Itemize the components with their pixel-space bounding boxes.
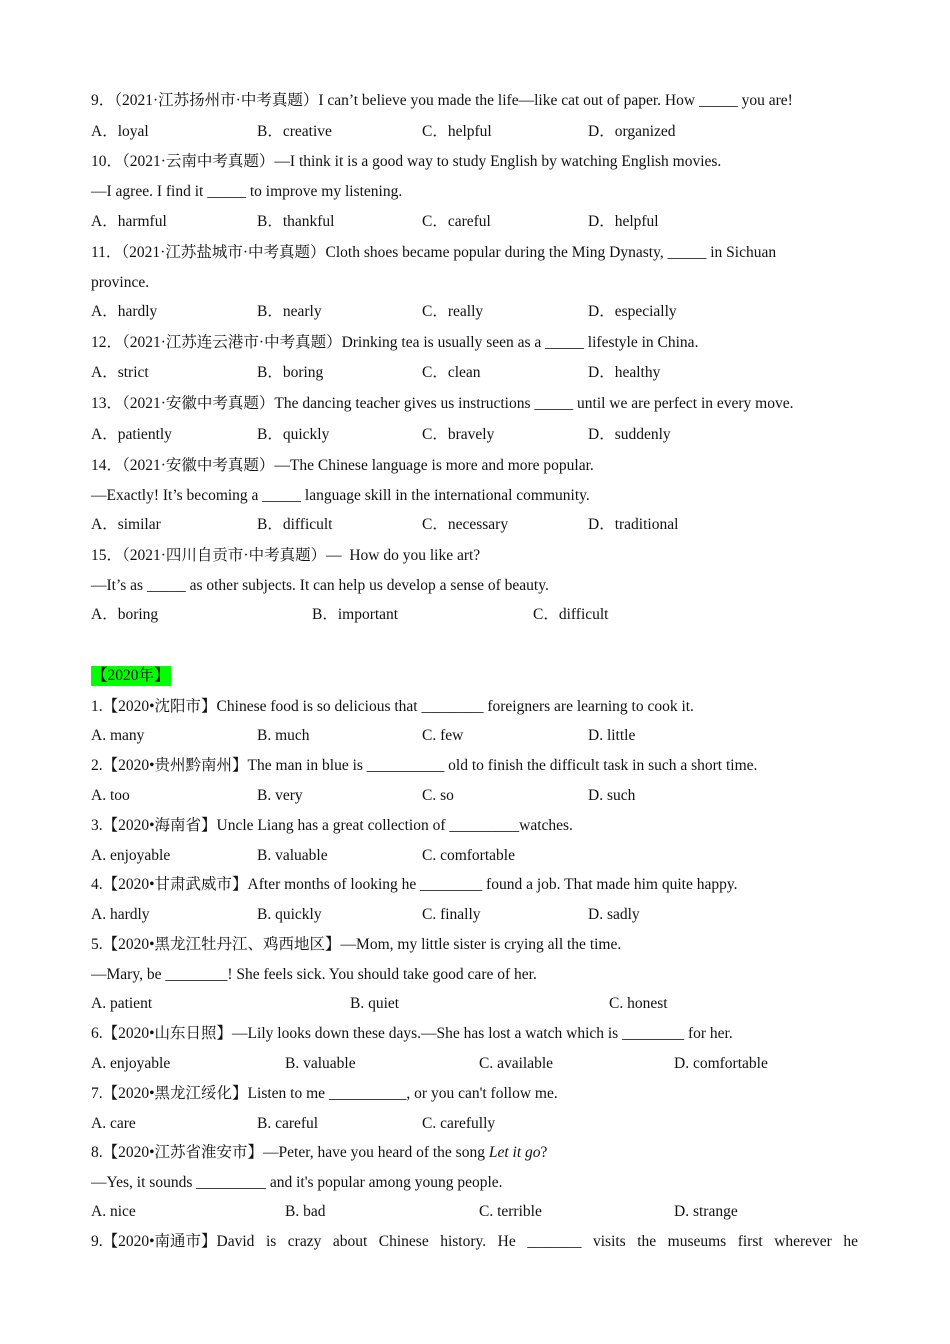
question-2020-4-options [91, 905, 871, 925]
stem-word: museums [667, 1233, 727, 1250]
question-2020-2-options [91, 786, 871, 806]
question-15-reply: —It’s as _____ as other subjects. It can help us develop a sense of beauty. [91, 577, 549, 594]
section-heading-2020: 【2020年】 [92, 667, 170, 684]
option-a: A. care [91, 1115, 136, 1132]
option-d: D. little [588, 727, 636, 744]
question-2020-3-options [91, 846, 871, 866]
option-a: A. nice [91, 1203, 136, 1220]
option-d: D．healthy [588, 364, 661, 381]
question-14-reply: —Exactly! It’s becoming a _____ language skill in the international community. [91, 487, 590, 504]
option-b: B. very [257, 787, 303, 804]
question-9-options [91, 122, 871, 142]
option-b: B. much [257, 727, 310, 744]
question-2020-1-stem: 1.【2020•沈阳市】Chinese food is so delicious that ________ foreigners are learning to cook it. [91, 698, 694, 715]
option-a: A．strict [91, 364, 149, 381]
stem-tail: ? [540, 1144, 548, 1161]
option-d: D．especially [588, 303, 677, 320]
option-b: B. bad [285, 1203, 326, 1220]
option-b: B．difficult [257, 516, 333, 533]
option-b: B. valuable [285, 1055, 356, 1072]
option-c: C. available [479, 1055, 554, 1072]
question-13-stem: 13．（2021·安徽中考真题）The dancing teacher gives us instructions _____ until we are perfect in every move. [91, 395, 794, 412]
option-c: C．necessary [422, 516, 509, 533]
question-2020-4-stem: 4.【2020•甘肃武威市】After months of looking he ________ found a job. That made him quite happy. [91, 876, 738, 893]
option-a: A. patient [91, 995, 153, 1012]
option-a: A. too [91, 787, 130, 804]
option-c: C. comfortable [422, 847, 515, 864]
option-c: C．really [422, 303, 484, 320]
option-d: D．traditional [588, 516, 679, 533]
option-a: A．loyal [91, 123, 149, 140]
stem-word: 9.【2020•南通市】David [91, 1233, 255, 1250]
stem-word: about [332, 1233, 368, 1250]
option-c: C. carefully [422, 1115, 496, 1132]
option-c: C．clean [422, 364, 481, 381]
song-title: Let it go [488, 1144, 541, 1161]
option-d: D. strange [674, 1203, 738, 1220]
option-c: C．bravely [422, 426, 495, 443]
question-2020-6-options [91, 1054, 871, 1074]
question-2020-1-options [91, 726, 871, 746]
option-b: B. careful [257, 1115, 319, 1132]
stem-word: he [843, 1233, 858, 1250]
option-a: A．harmful [91, 213, 167, 230]
question-13-options [91, 425, 871, 445]
option-d: D. sadly [588, 906, 640, 923]
stem-word: visits [592, 1233, 626, 1250]
option-c: C. honest [609, 995, 668, 1012]
question-2020-3-stem: 3.【2020•海南省】Uncle Liang has a great collection of _________watches. [91, 817, 573, 834]
question-2020-5-options [91, 994, 871, 1014]
stem-word: He [497, 1233, 516, 1250]
option-a: A. many [91, 727, 145, 744]
stem-word: wherever [774, 1233, 832, 1250]
question-11-stem-cont: province. [91, 274, 150, 291]
question-10-options [91, 212, 871, 232]
question-2020-6-stem: 6.【2020•山东日照】—Lily looks down these days.—She has lost a watch which is ________ for her. [91, 1025, 733, 1042]
question-2020-8-stem [91, 1143, 547, 1163]
option-d: D．organized [588, 123, 676, 140]
question-10-reply: —I agree. I find it _____ to improve my listening. [91, 183, 403, 200]
stem-word: Chinese [378, 1233, 429, 1250]
question-11-options [91, 302, 871, 322]
question-14-stem: 14．（2021·安徽中考真题）—The Chinese language is more and more popular. [91, 457, 594, 474]
question-2020-7-stem: 7.【2020•黑龙江绥化】Listen to me __________, or you can't follow me. [91, 1085, 558, 1102]
question-2020-5-stem: 5.【2020•黑龙江牡丹江、鸡西地区】—Mom, my little sister is crying all the time. [91, 936, 622, 953]
option-c: C．difficult [533, 606, 609, 623]
option-b: B．important [312, 606, 399, 623]
option-d: D. comfortable [674, 1055, 768, 1072]
option-c: C．careful [422, 213, 491, 230]
option-c: C. few [422, 727, 464, 744]
option-d: D．helpful [588, 213, 659, 230]
option-b: B. quickly [257, 906, 322, 923]
option-b: B．thankful [257, 213, 335, 230]
question-11-stem: 11．（2021·江苏盐城市·中考真题）Cloth shoes became popular during the Ming Dynasty, _____ in Sichuan [91, 244, 777, 261]
option-c: C. terrible [479, 1203, 542, 1220]
question-2020-7-options [91, 1114, 871, 1134]
option-a: A．hardly [91, 303, 158, 320]
stem-word: _______ [527, 1233, 582, 1250]
option-c: C．helpful [422, 123, 492, 140]
option-d: D．suddenly [588, 426, 671, 443]
question-15-stem: 15．（2021·四川自贡市·中考真题）— How do you like art? [91, 547, 481, 564]
option-a: A. hardly [91, 906, 150, 923]
option-a: A．boring [91, 606, 159, 623]
question-2020-8-reply: —Yes, it sounds _________ and it's popular among young people. [91, 1174, 503, 1191]
option-c: C. so [422, 787, 454, 804]
option-b: B．quickly [257, 426, 330, 443]
question-2020-2-stem: 2.【2020•贵州黔南州】The man in blue is __________ old to finish the difficult task in such a short time. [91, 757, 758, 774]
option-b: B．nearly [257, 303, 322, 320]
question-10-stem: 10．（2021·云南中考真题）—I think it is a good way to study English by watching English movies. [91, 153, 722, 170]
question-9-stem: 9．（2021·江苏扬州市·中考真题）I can’t believe you made the life—like cat out of paper. How _____ you are! [91, 92, 793, 109]
stem-word: the [637, 1233, 657, 1250]
option-a: A．patiently [91, 426, 172, 443]
question-14-options [91, 515, 871, 535]
option-b: B. quiet [350, 995, 400, 1012]
option-b: B. valuable [257, 847, 328, 864]
option-a: A. enjoyable [91, 1055, 171, 1072]
option-a: A．similar [91, 516, 161, 533]
question-2020-9-stem [91, 1232, 858, 1252]
stem-word: history. [440, 1233, 487, 1250]
question-12-options [91, 363, 871, 383]
option-a: A. enjoyable [91, 847, 171, 864]
stem-word: first [737, 1233, 763, 1250]
option-d: D. such [588, 787, 636, 804]
question-12-stem: 12．（2021·江苏连云港市·中考真题）Drinking tea is usually seen as a _____ lifestyle in China. [91, 334, 699, 351]
question-2020-8-options [91, 1202, 871, 1222]
option-b: B．creative [257, 123, 332, 140]
option-b: B．boring [257, 364, 324, 381]
option-c: C. finally [422, 906, 481, 923]
stem-word: crazy [287, 1233, 322, 1250]
stem-word: is [265, 1233, 277, 1250]
stem-text: 8.【2020•江苏省淮安市】—Peter, have you heard of the song [91, 1144, 489, 1161]
question-15-options [91, 605, 871, 625]
question-2020-5-reply: —Mary, be ________! She feels sick. You should take good care of her. [91, 966, 537, 983]
